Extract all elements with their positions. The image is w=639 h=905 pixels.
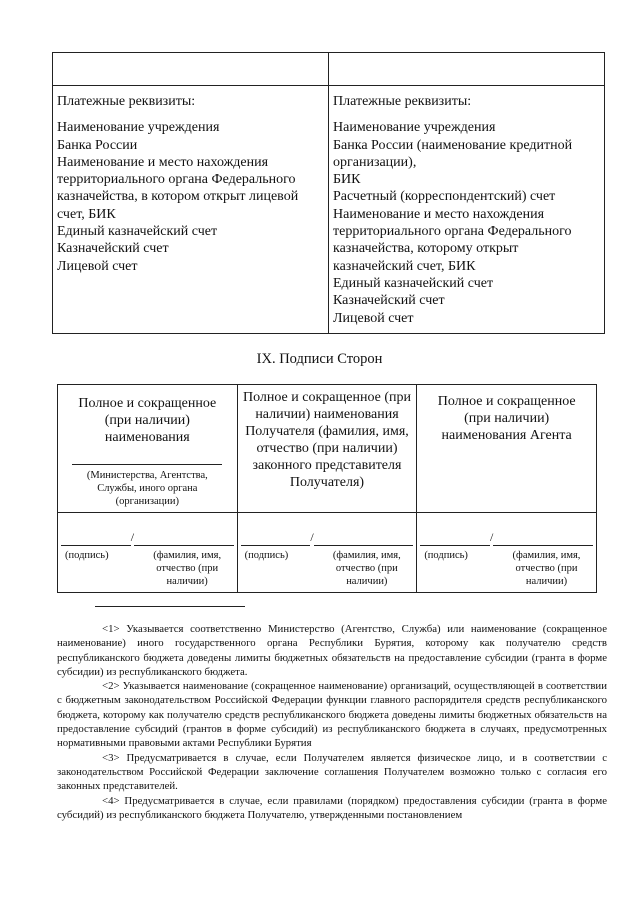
slash: / — [130, 530, 135, 544]
signature-field[interactable] — [417, 513, 597, 593]
payment-line: Наименование учреждения — [333, 120, 496, 136]
section-title: IX. Подписи Сторон — [256, 351, 383, 367]
payment-line: казначейский счет, БИК — [333, 258, 476, 274]
payment-line: Наименование и место нахождения — [57, 154, 269, 170]
footnote: <4> Предусматривается в случае, если правилами (порядком) предоставления субсидии (гранта в форме субсидий) из республиканского бюджета Получателю, утвержденными постановлением — [57, 794, 607, 821]
signature-label: (подпись) — [65, 550, 109, 561]
payment-heading: Платежные реквизиты: — [57, 94, 196, 109]
footnotes — [57, 622, 607, 822]
name-label: (фамилия, имя, отчество (при наличии) — [332, 550, 401, 587]
party-title: Полное и сокращенное (при наличии) наименования Получателя (фамилия, имя, отчество (при наличии) законного представителя Получателя) — [242, 390, 411, 490]
payment-line: Банка России — [57, 137, 138, 153]
party-title: Полное и сокращенное (при наличии) наименования Агента — [437, 394, 576, 443]
signature-party-1 — [58, 385, 238, 513]
footnote: <1> Указывается соответственно Министерство (Агентство, Служба) или наименование (сокращенное наименование) иного государственного органа Республики Бурятия, которому как получателю средств республиканского бюджета доведены лимиты бюджетных обязательств на предоставление субсидии (гранта в форме субсидии) из республиканского бюджета. — [57, 623, 607, 678]
payment-line: организации), — [333, 154, 417, 170]
party-title: Полное и сокращенное (при наличии) наименования — [78, 396, 217, 445]
signature-field[interactable] — [58, 513, 238, 593]
payment-line: Расчетный (корреспондентский) счет — [333, 189, 556, 205]
payment-line: счет, БИК — [57, 206, 116, 222]
name-label: (фамилия, имя, отчество (при наличии) — [512, 550, 581, 587]
empty-cell — [53, 53, 329, 86]
payment-lines — [333, 119, 600, 327]
name-label: (фамилия, имя, отчество (при наличии) — [153, 550, 222, 587]
slash: / — [310, 530, 314, 544]
payment-line: Единый казначейский счет — [333, 275, 494, 291]
payment-details-right — [329, 86, 605, 334]
slash: / — [490, 530, 494, 544]
payment-line: Казначейский счет — [57, 241, 169, 257]
footnote-divider — [95, 606, 245, 607]
signature-label: (подпись) — [244, 550, 289, 561]
payment-line: казначейства, которому открыт — [333, 241, 519, 257]
payment-details-table — [52, 52, 605, 334]
footnote: <2> Указывается наименование (сокращенное наименование) организаций, осуществляющей в соответствии с бюджетным законодательством Российской Федерации функции главного распорядителя средств республиканского бюджета, которому как получателю средств республиканского бюджета доведены лимиты бюджетных обязательств на предоставление субсидий (грантов в форме субсидий) из республиканского бюджета в случаях, предусмотренных нормативными правовыми актами Республики Бурятия — [57, 680, 607, 750]
payment-details-left — [53, 86, 329, 334]
signature-party-2 — [237, 385, 417, 513]
payment-line: Казначейский счет — [333, 293, 445, 309]
payment-heading: Платежные реквизиты: — [333, 94, 472, 109]
signatures-table — [57, 384, 597, 593]
party-note: (Министерства, Агентства, Службы, иного органа (организации) — [86, 470, 208, 507]
footnote: <3> Предусматривается в случае, если Получателем является физическое лицо, и в соответствии с законодательством Российской Федерации заключение соглашения Получателем возможно только с согласия его законных представителей. — [57, 751, 607, 793]
signature-label: (подпись) — [424, 550, 468, 561]
payment-line: Наименование учреждения — [57, 120, 220, 136]
payment-line: Банка России (наименование кредитной — [333, 137, 573, 153]
payment-line: Лицевой счет — [57, 258, 138, 274]
payment-line: Лицевой счет — [333, 310, 414, 326]
payment-line: Единый казначейский счет — [57, 224, 218, 240]
payment-line: казначейства, в котором открыт лицевой — [57, 189, 299, 205]
payment-line: БИК — [333, 172, 361, 188]
empty-cell — [329, 53, 605, 86]
signature-party-3 — [417, 385, 597, 513]
payment-lines — [57, 119, 324, 275]
signature-field[interactable] — [237, 513, 417, 593]
payment-line: территориального органа Федерального — [57, 172, 296, 188]
payment-line: Наименование и место нахождения — [333, 206, 545, 222]
divider — [72, 464, 222, 465]
payment-line: территориального органа Федерального — [333, 224, 572, 240]
